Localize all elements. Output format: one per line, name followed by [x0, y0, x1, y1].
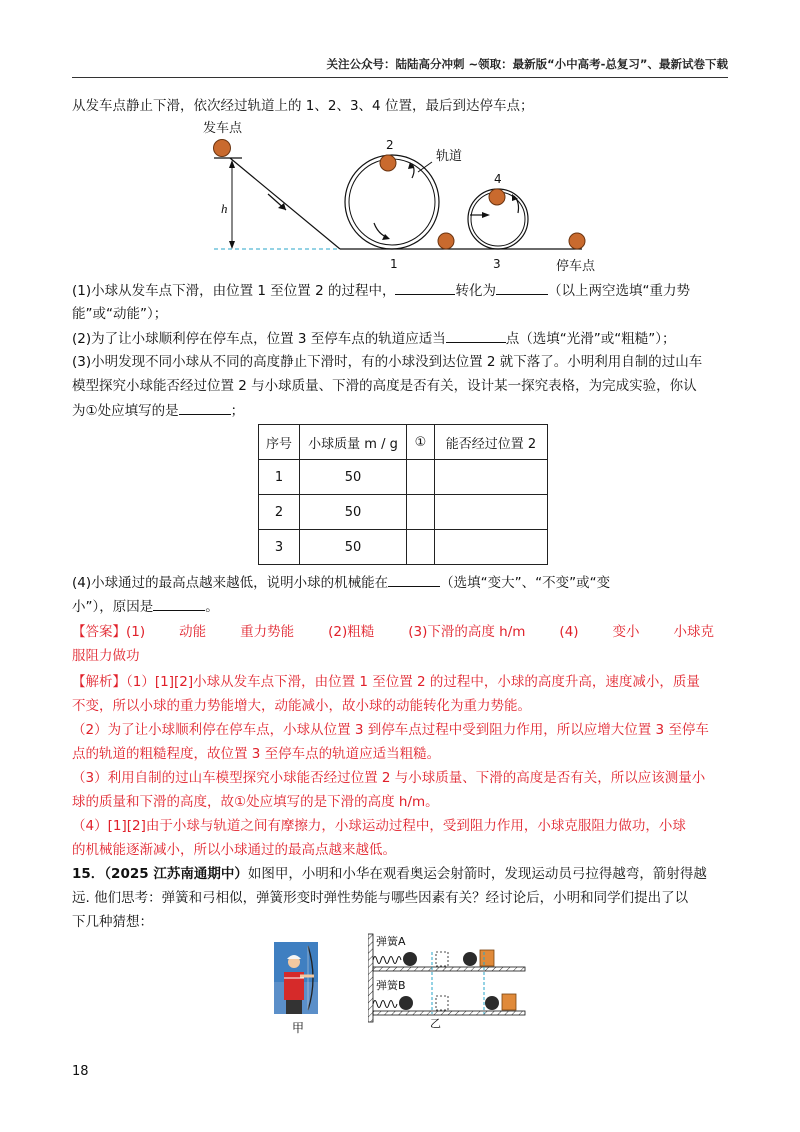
table-cell	[435, 530, 548, 565]
table-row	[259, 530, 548, 565]
table-cell: 50	[300, 495, 407, 530]
analysis-line-8: 的机械能逐渐减小，所以小球通过的最高点越来越低。	[72, 842, 396, 858]
table-cell: 50	[300, 530, 407, 565]
question-15-line-2: 远. 他们思考：弹簧和弓相似，弹簧形变时弹性势能与哪些因素有关？经讨论后，小明和同学们提出了以	[72, 890, 689, 906]
stop-point-label: 停车点	[556, 259, 596, 274]
analysis-line-5: （3）利用自制的过山车模型探究小球能否经过位置 2 与小球质量、下滑的高度是否有关，所以应该测量小	[72, 770, 706, 786]
ramp	[230, 158, 340, 249]
table-cell: 1	[259, 460, 300, 495]
question-1-line-1: (1)小球从发车点下滑，由位置 1 至位置 2 的过程中， 转化为 （以上两空选填“重力势	[72, 280, 732, 301]
ball-position-4	[489, 189, 505, 205]
question-source: （2025 江苏南通期中）	[104, 866, 248, 882]
track-leader-line	[418, 162, 432, 172]
question-15-line-1: 15．（2025 江苏南通期中）如图甲，小明和小华在观看奥运会射箭时，发现运动员弓拉得越弯，箭射得越	[72, 866, 707, 882]
ball-position-2	[380, 155, 396, 171]
position-2-label: 2	[386, 138, 394, 152]
spring-a-label: 弹簧A	[376, 935, 406, 948]
answer-blank[interactable]	[388, 572, 440, 587]
header-divider	[72, 77, 728, 78]
ball-b	[399, 996, 413, 1010]
question-4-line-1: (4)小球通过的最高点越来越低，说明小球的机械能在 （选填“变大”、“不变”或“变	[72, 572, 732, 593]
question-2: (2)为了让小球顺利停在停车点，位置 3 至停车点的轨道应适当 点（选填“光滑”或“粗糙”）；	[72, 328, 732, 349]
question-4-line-2: 小”），原因是 。	[72, 596, 732, 617]
dashed-block-b	[436, 996, 448, 1010]
question-15-line-3: 下几种猜想：	[72, 914, 153, 930]
answer-line-1: 【答案】(1) 动能 重力势能 (2)粗糙 (3)下滑的高度 h/m (4) 变小 小球克	[72, 624, 715, 640]
table-cell	[435, 495, 548, 530]
answer-blank[interactable]	[153, 596, 205, 611]
wood-block-b	[502, 994, 516, 1010]
position-4-label: 4	[494, 172, 502, 186]
experiment-table	[258, 424, 548, 565]
surface-a	[373, 967, 525, 971]
table-cell	[407, 460, 435, 495]
ball-a-moved	[463, 952, 477, 966]
height-label: h	[221, 201, 228, 216]
spring-b	[373, 1001, 397, 1008]
left-wall	[368, 934, 373, 1022]
answer-blank[interactable]	[395, 280, 455, 295]
spring-a	[373, 957, 401, 964]
ball-stop-point	[569, 233, 585, 249]
table-header-cell: 小球质量 m / g	[300, 425, 407, 460]
answer-blank[interactable]	[179, 400, 231, 415]
question-3-line-1: (3)小明发现不同小球从不同的高度静止下滑时，有的小球没到达位置 2 就下落了。小明利用自制的过山车	[72, 354, 703, 370]
loop-large-inner	[349, 159, 435, 245]
dashed-block-a	[436, 952, 448, 966]
track-diagram	[200, 118, 620, 278]
spring-b-label: 弹簧B	[376, 979, 406, 992]
question-1-line-2: 能”或“动能”）；	[72, 306, 168, 322]
figure-jia-caption: 甲	[292, 1021, 305, 1035]
answer-label: 【答案】	[72, 624, 126, 640]
table-cell: 2	[259, 495, 300, 530]
question-number: 15．	[72, 866, 105, 882]
question-3-line-2: 模型探究小球能否经过位置 2 与小球质量、下滑的高度是否有关，设计某一探究表格，为完成实验，你认	[72, 378, 697, 394]
table-cell: 3	[259, 530, 300, 565]
table-header-cell: 序号	[259, 425, 300, 460]
analysis-line-2: 不变，所以小球的重力势能增大，动能减小，故小球的动能转化为重力势能。	[72, 698, 531, 714]
table-cell	[407, 530, 435, 565]
surface-b	[373, 1011, 525, 1015]
table-header-cell: 能否经过位置 2	[435, 425, 548, 460]
archer-photo	[274, 942, 318, 1014]
middle-arrowhead	[482, 212, 490, 218]
table-cell	[407, 495, 435, 530]
question-3-line-3: 为①处应填写的是 ；	[72, 400, 732, 421]
ball-start	[214, 140, 231, 157]
figure-yi-caption: 乙	[430, 1017, 441, 1028]
analysis-line-4: 点的轨道的粗糙程度，故位置 3 至停车点的轨道应适当粗糙。	[72, 746, 441, 762]
analysis-line-3: （2）为了让小球顺利停在停车点，小球从位置 3 到停车点过程中受到阻力作用，所以应增大位置 3 至停车	[72, 722, 709, 738]
ball-b-moved	[485, 996, 499, 1010]
page-number: 18	[72, 1064, 89, 1079]
answer-blank[interactable]	[496, 280, 548, 295]
position-3-label: 3	[493, 257, 501, 271]
table-cell	[435, 460, 548, 495]
intro-text: 从发车点静止下滑，依次经过轨道上的 1、2、3、4 位置，最后到达停车点；	[72, 98, 534, 114]
wood-block-a	[480, 950, 494, 966]
table-row	[259, 460, 548, 495]
ball-position-3	[438, 233, 454, 249]
page-header: 关注公众号：陆陆高分冲刺 ~领取：最新版“小中高考-总复习”、最新试卷下载	[326, 57, 728, 71]
analysis-line-6: 球的质量和下滑的高度，故①处应填写的是下滑的高度 h/m。	[72, 794, 439, 810]
ball-a	[403, 952, 417, 966]
spring-diagram	[368, 932, 528, 1028]
answer-blank[interactable]	[446, 328, 506, 343]
height-arrowhead-bottom	[229, 241, 235, 249]
start-point-label: 发车点	[203, 121, 243, 136]
analysis-label: 【解析】	[72, 674, 126, 690]
track-label: 轨道	[436, 149, 463, 164]
answer-line-2: 服阻力做功	[72, 648, 140, 664]
position-1-label: 1	[390, 257, 398, 271]
table-header-row	[259, 425, 548, 460]
table-cell: 50	[300, 460, 407, 495]
analysis-line-7: （4）[1][2]由于小球与轨道之间有摩擦力，小球运动过程中，受到阻力作用，小球克服阻力做功，小球	[72, 818, 686, 834]
table-header-cell: ①	[407, 425, 435, 460]
analysis-line-1: 【解析】（1）[1][2]小球从发车点下滑，由位置 1 至位置 2 的过程中，小球的高度升高，速度减小，质量	[72, 674, 700, 690]
table-row	[259, 495, 548, 530]
